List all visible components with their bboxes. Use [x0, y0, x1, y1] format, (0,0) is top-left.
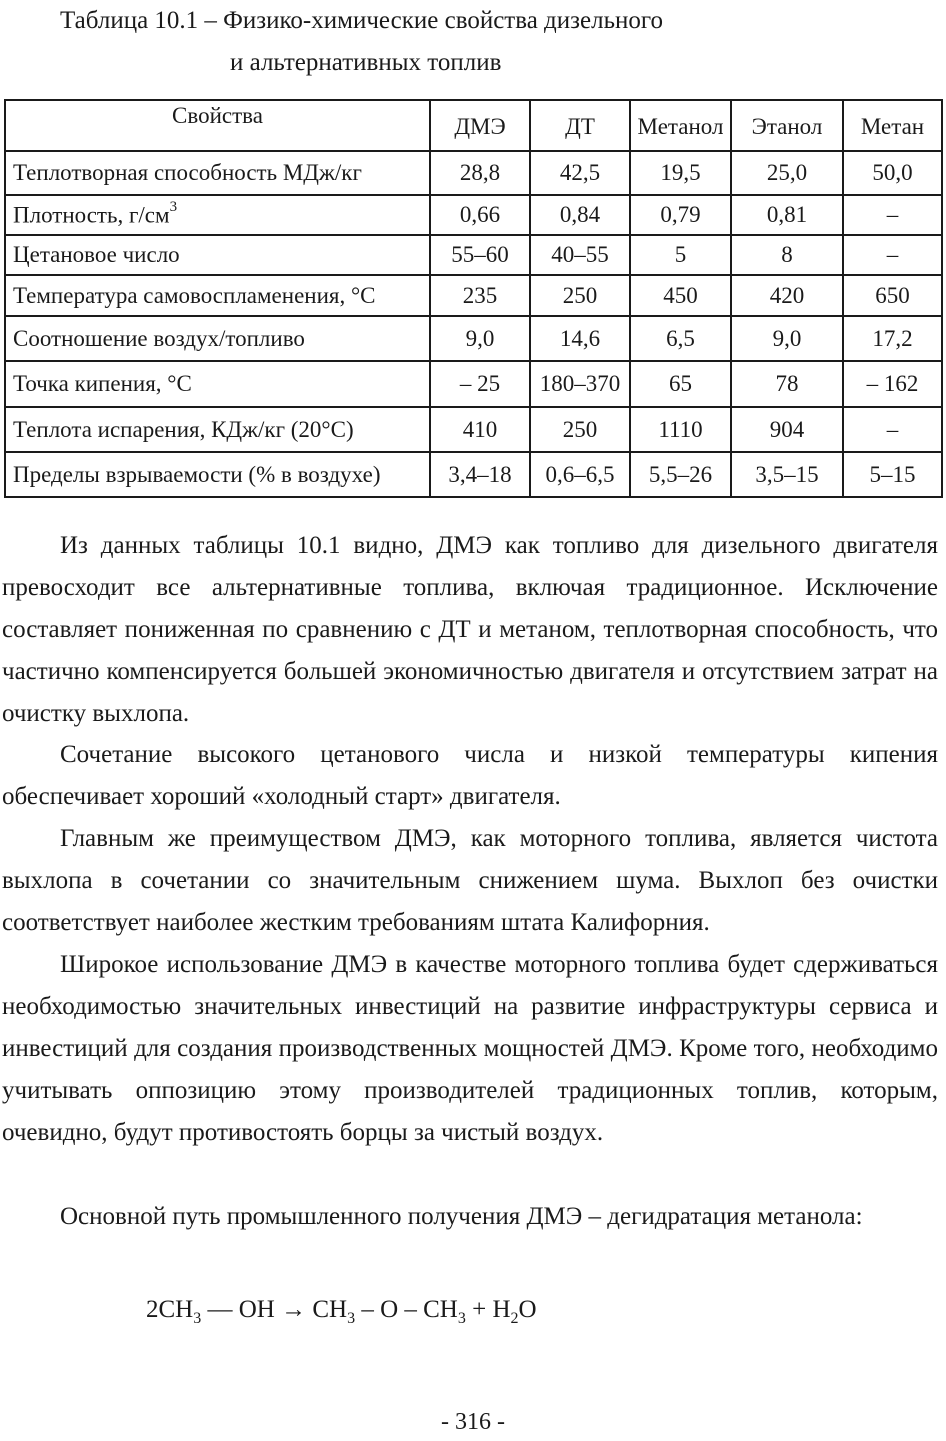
cell-value: 0,66 [430, 195, 530, 235]
header-methane: Метан [843, 100, 942, 151]
equation-part: 2CH [146, 1296, 194, 1323]
equation-subscript: 2 [510, 1310, 519, 1327]
cell-value: 9,0 [731, 316, 843, 361]
paragraph-production-method: Основной путь промышленного получения ДМЭ – дегидратация метанола: [60, 1203, 863, 1230]
table-row [5, 316, 942, 361]
cell-value: 450 [630, 275, 731, 316]
table-caption-line-1: Таблица 10.1 – Физико-химические свойства дизельного [60, 7, 664, 34]
cell-value: – [843, 235, 942, 275]
equation-part: CH [312, 1296, 348, 1323]
cell-value: 19,5 [630, 151, 731, 195]
row-property: Пределы взрываемости (% в воздухе) [5, 452, 430, 497]
table-row [5, 452, 942, 497]
cell-value: 17,2 [843, 316, 942, 361]
header-dme: ДМЭ [430, 100, 530, 151]
cell-value: 5 [630, 235, 731, 275]
row-property: Температура самовоспламенения, °С [5, 275, 430, 316]
header-ethanol: Этанол [731, 100, 843, 151]
cell-value: – [843, 407, 942, 452]
cell-value: – 25 [430, 361, 530, 407]
header-properties: Свойства [5, 100, 430, 151]
row-property: Теплотворная способность МДж/кг [5, 151, 430, 195]
properties-table [4, 99, 943, 498]
property-label: Плотность, г/см [13, 202, 170, 228]
table-caption-line-2: и альтернативных топлив [230, 49, 502, 76]
cell-value: 0,81 [731, 195, 843, 235]
cell-value: 0,6–6,5 [530, 452, 630, 497]
cell-value: 65 [630, 361, 731, 407]
equation-part: – O – CH [355, 1296, 458, 1323]
superscript: 3 [169, 198, 178, 215]
paragraph-cold-start: Сочетание высокого цетанового числа и низкой температуры кипения обеспечивает хороший «холодный старт» двигателя. [2, 741, 938, 810]
cell-value: 55–60 [430, 235, 530, 275]
cell-value: 14,6 [530, 316, 630, 361]
paragraph-main-advantage: Главным же преимуществом ДМЭ, как моторного топлива, является чистота выхлопа в сочетании со значительным снижением шума. Выхлоп без очистки соответствует наиболее жестким требованиям штата Калифорния. [2, 825, 938, 936]
page-number: - 316 - [441, 1409, 505, 1435]
equation-subscript: 3 [457, 1310, 466, 1327]
cell-value: 250 [530, 407, 630, 452]
cell-value: 250 [530, 275, 630, 316]
table-header-row [5, 100, 942, 151]
cell-value: 50,0 [843, 151, 942, 195]
cell-value: 40–55 [530, 235, 630, 275]
cell-value: 3,5–15 [731, 452, 843, 497]
header-methanol: Метанол [630, 100, 731, 151]
table-row [5, 195, 942, 235]
cell-value: 1110 [630, 407, 731, 452]
reaction-equation [146, 1293, 537, 1327]
row-property: Точка кипения, °С [5, 361, 430, 407]
table-row [5, 407, 942, 452]
cell-value: 42,5 [530, 151, 630, 195]
cell-value: 8 [731, 235, 843, 275]
cell-value: – 162 [843, 361, 942, 407]
paragraph-table-analysis: Из данных таблицы 10.1 видно, ДМЭ как топливо для дизельного двигателя превосходит все альтернативные топлива, включая традиционное. Исключение составляет пониженная по сравнению с ДТ и метаном, теплотворная способность, что частично компенсируется большей экономичностью двигателя и отсутствием затрат на очистку выхлопа. [2, 532, 938, 727]
cell-value: – [843, 195, 942, 235]
cell-value: 650 [843, 275, 942, 316]
row-property: Соотношение воздух/топливо [5, 316, 430, 361]
table-row [5, 361, 942, 407]
cell-value: 0,84 [530, 195, 630, 235]
reaction-arrow: → [274, 1296, 313, 1323]
cell-value: 0,79 [630, 195, 731, 235]
row-property: Теплота испарения, КДж/кг (20°С) [5, 407, 430, 452]
cell-value: 5,5–26 [630, 452, 731, 497]
equation-part: — OH [201, 1296, 275, 1323]
cell-value: 904 [731, 407, 843, 452]
paragraph-investments: Широкое использование ДМЭ в качестве моторного топлива будет сдерживаться необходимостью значительных инвестиций на развитие инфраструктуры сервиса и инвестиций для создания производственных мощностей ДМЭ. Кроме того, необходимо учитывать оппозицию этому производителей традиционных топлив, которым, очевидно, будут противостоять борцы за чистый воздух. [2, 951, 938, 1146]
header-dt: ДТ [530, 100, 630, 151]
cell-value: 78 [731, 361, 843, 407]
cell-value: 6,5 [630, 316, 731, 361]
cell-value: 420 [731, 275, 843, 316]
table-row [5, 275, 942, 316]
row-property [5, 195, 430, 235]
cell-value: 9,0 [430, 316, 530, 361]
table-row [5, 235, 942, 275]
cell-value: 28,8 [430, 151, 530, 195]
cell-value: 25,0 [731, 151, 843, 195]
cell-value: 180–370 [530, 361, 630, 407]
table-row [5, 151, 942, 195]
cell-value: 235 [430, 275, 530, 316]
cell-value: 410 [430, 407, 530, 452]
equation-part: O [518, 1296, 537, 1323]
equation-subscript: 3 [347, 1310, 356, 1327]
equation-subscript: 3 [193, 1310, 202, 1327]
cell-value: 3,4–18 [430, 452, 530, 497]
row-property: Цетановое число [5, 235, 430, 275]
equation-part: + H [465, 1296, 511, 1323]
cell-value: 5–15 [843, 452, 942, 497]
